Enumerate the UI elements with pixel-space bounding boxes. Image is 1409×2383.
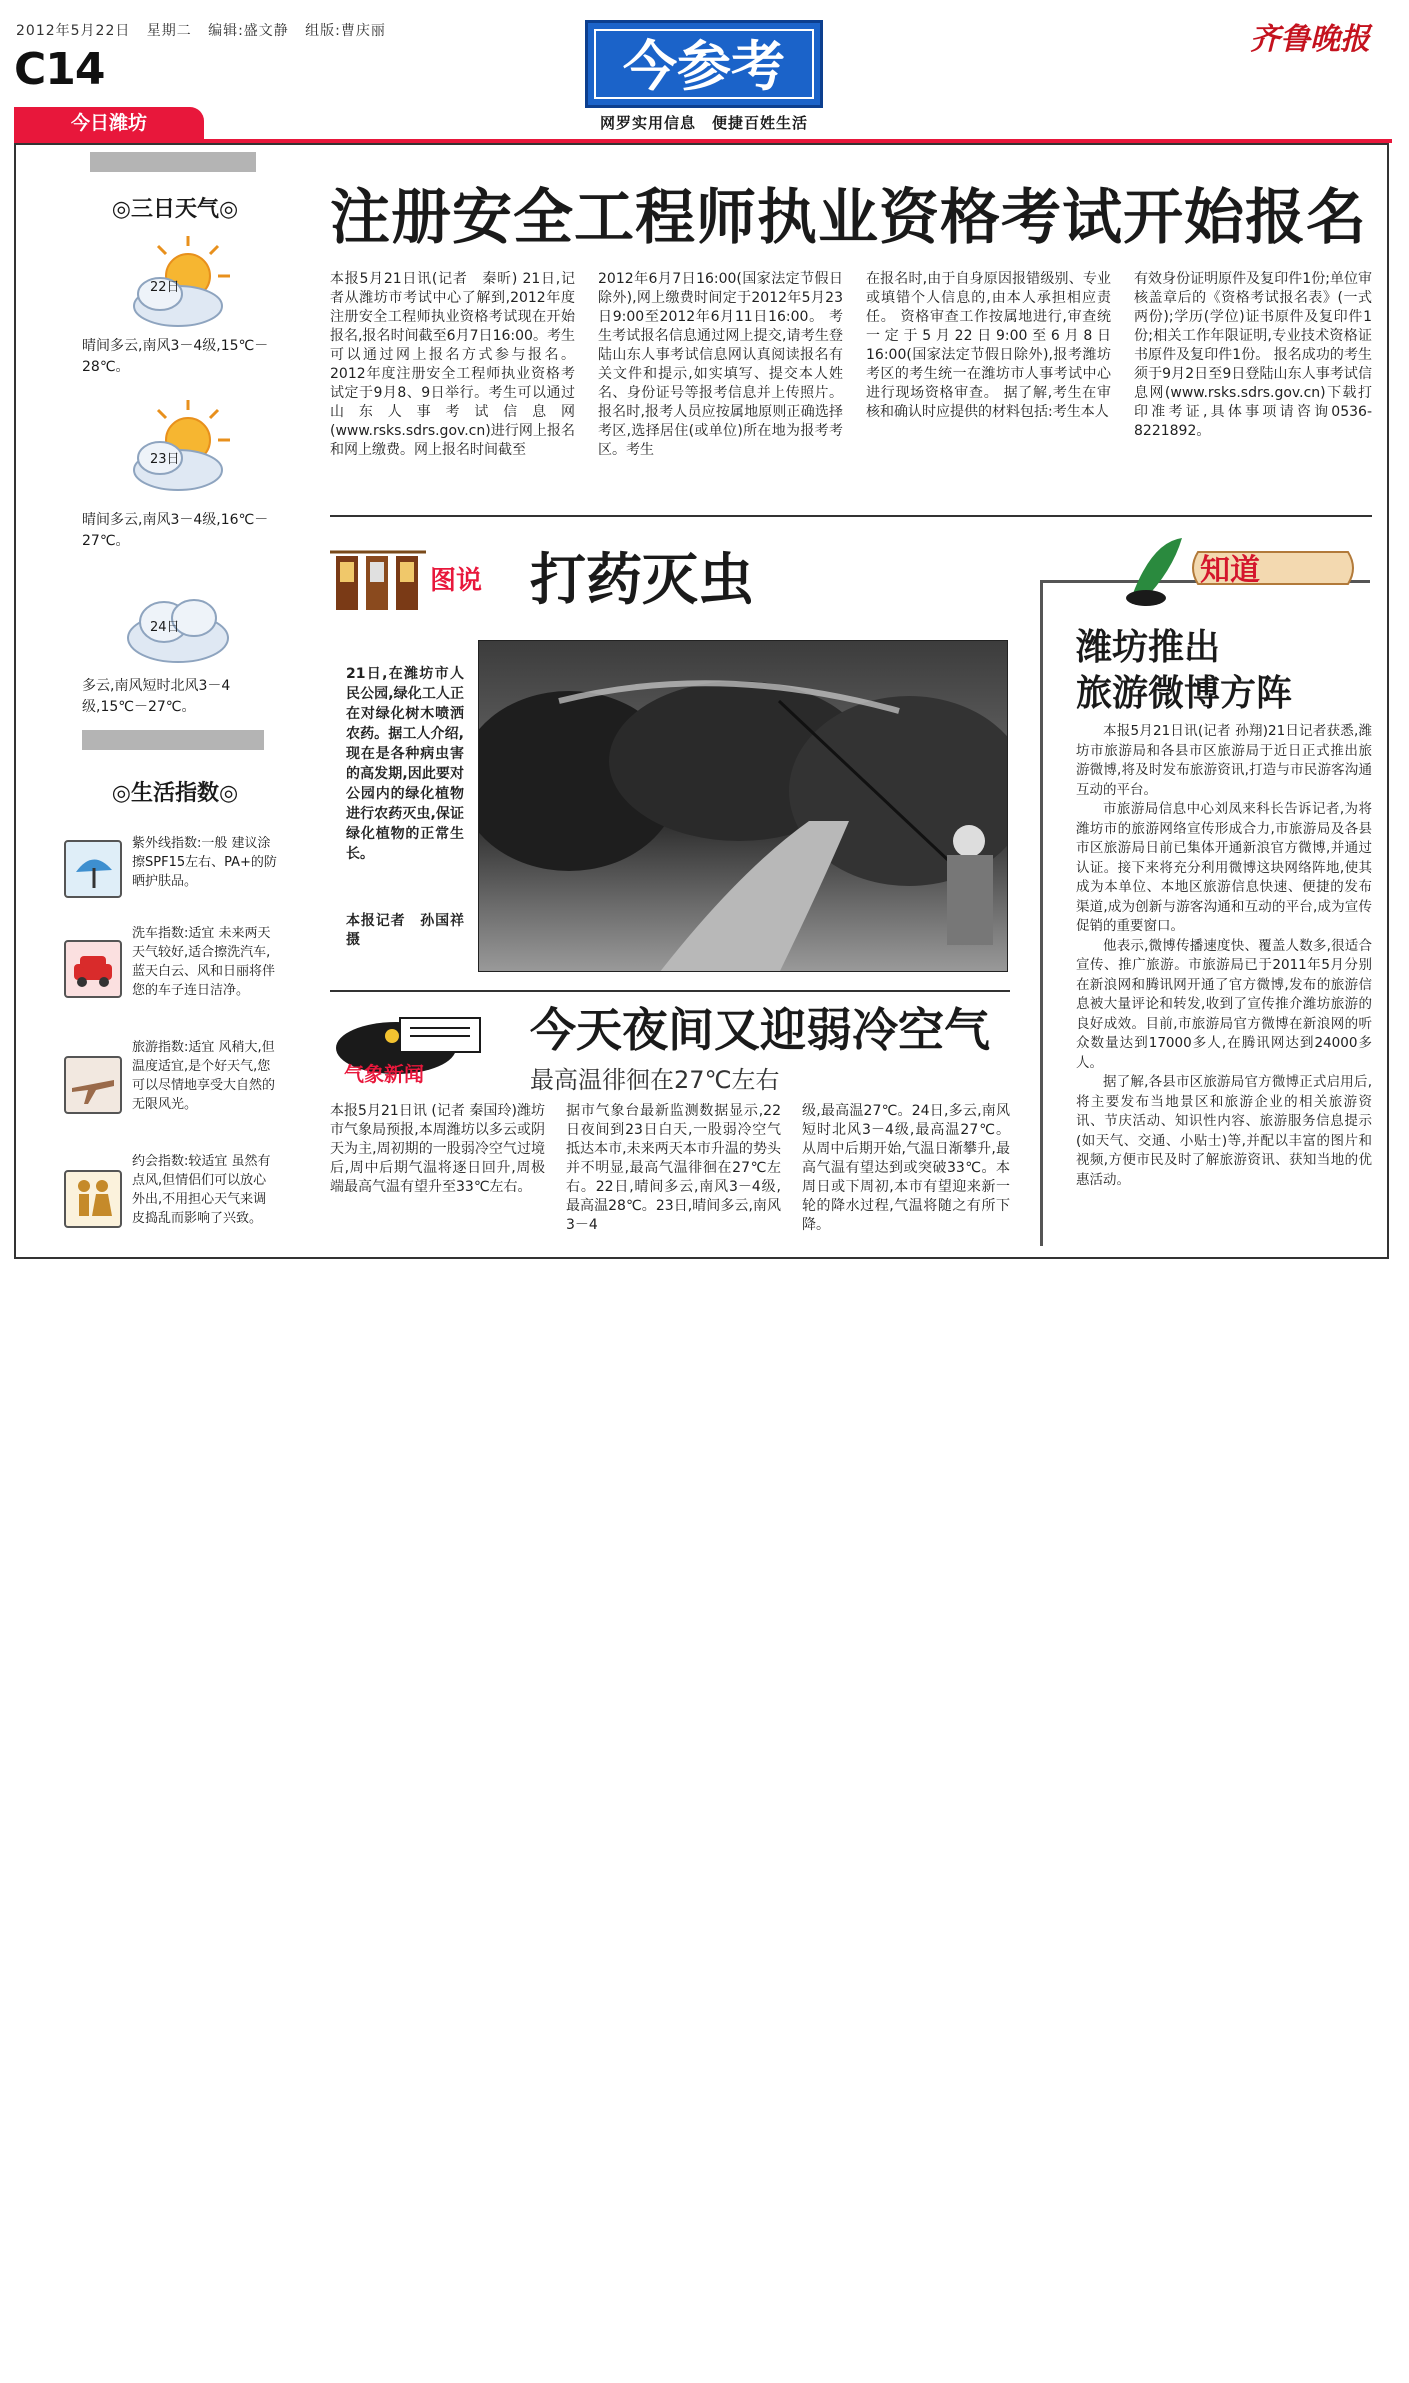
plane-icon bbox=[64, 1056, 122, 1114]
page-meta bbox=[16, 20, 386, 40]
masthead-title: 今参考 bbox=[594, 29, 814, 99]
weekday: 星期二 bbox=[146, 23, 192, 39]
weather-day-date: 22日 bbox=[150, 280, 180, 295]
couple-icon bbox=[64, 1170, 122, 1228]
article3-paragraph: 他表示,微博传播速度快、覆盖人数多,很适合宣传、推广旅游。市旅游局已于2011年5月分别在新浪网和腾讯网开通了官方微博,发布的旅游信息被大量评论和转发,收到了宣传推介潍坊旅游的良好成效。目前,市旅游局官方微博在新浪网的听众数量达到17000多人,在腾讯网达到24000多人。 bbox=[1076, 937, 1372, 1071]
weather-day-text: 多云,南风短时北风3－4级,15℃－27℃。 bbox=[82, 678, 231, 715]
masthead-tagline: 网罗实用信息 便捷百姓生活 bbox=[599, 114, 808, 132]
weather-day-text: 晴间多云,南风3－4级,16℃－27℃。 bbox=[82, 512, 269, 549]
photo-story-label: 图说 bbox=[430, 566, 483, 596]
article1-column: 本报5月21日讯(记者 秦昕) 21日,记者从潍坊市考试中心了解到,2012年度注册安全工程师执业资格考试现在开始报名,报名时间截至6月7日16:00。考生可以通过网上报名方式参与报名。 2012年度注册安全工程师执业资格考试定于9月8、9日举行。考生可以通过山东人事考试信息网(www.rsks.sdrs.gov.cn)进行网上报名和网上缴费。网上报名时间截至 bbox=[330, 271, 575, 458]
article1-headline: 注册安全工程师执业资格考试开始报名 bbox=[330, 183, 1367, 253]
weather-day-date: 23日 bbox=[150, 452, 180, 467]
photo-caption: 21日,在潍坊市人民公园,绿化工人正在对绿化树木喷洒农药。据工人介绍,现在是各种病虫害的高发期,因此要对公园内的绿化植物进行农药灭虫,保证绿化植物的正常生长。 bbox=[346, 666, 464, 862]
life-index-text: 约会指数:较适宜 虽然有点风,但情侣们可以放心外出,不用担心天气来调皮捣乱而影响了兴致。 bbox=[132, 1154, 271, 1226]
umbrella-icon bbox=[64, 840, 122, 898]
sidebar-divider bbox=[90, 152, 256, 172]
weather-news-label: 气象新闻 bbox=[344, 1062, 424, 1086]
article2-column: 本报5月21日讯 (记者 秦国玲)潍坊市气象局预报,本周潍坊以多云或阴天为主,周初期的一股弱冷空气过境后,周中后期气温将逐日回升,周极端最高气温有望升至33℃左右。 bbox=[330, 1103, 545, 1195]
life-index-title: ◎生活指数◎ bbox=[111, 781, 239, 806]
life-index-text: 紫外线指数:一般 建议涂擦SPF15左右、PA+的防晒护肤品。 bbox=[132, 836, 277, 889]
photo-frames-icon bbox=[330, 544, 426, 616]
page-number: C14 bbox=[14, 44, 105, 95]
article2-column: 级,最高温27℃。24日,多云,南风短时北风3－4级,最高温27℃。从周中后期开始,气温日渐攀升,最高气温有望达到或突破33℃。本周日或下周初,本市有望迎来新一轮的降水过程,气温将随之有所下降。 bbox=[802, 1103, 1010, 1233]
weather-day-date: 24日 bbox=[150, 620, 180, 635]
article1-column: 在报名时,由于自身原因报错级别、专业或填错个人信息的,由本人承担相应责任。 资格审查工作按属地进行,审查统一定于5月22日9:00至6月8日16:00(国家法定节假日除外),报考潍坊考区的考生统一在潍坊市人事考试中心进行现场资格审查。 据了解,考生在审核和确认时应提供的材料包括:考生本人 bbox=[866, 271, 1111, 420]
photo-credit: 本报记者 孙国祥 摄 bbox=[346, 913, 478, 948]
article3-paragraph: 本报5月21日讯(记者 孙翔)21日记者获悉,潍坊市旅游局和各县市区旅游局于近日正式推出旅游微博,将及时发布旅游资讯,打造与市民游客沟通互动的平台。 bbox=[1076, 723, 1372, 798]
newspaper-logo: 齐鲁晚报 bbox=[1250, 22, 1370, 57]
weather-day-text: 晴间多云,南风3－4级,15℃－28℃。 bbox=[82, 338, 269, 375]
life-index-text: 洗车指数:适宜 未来两天天气较好,适合擦洗汽车,蓝天白云、风和日丽将伴您的车子连日洁净。 bbox=[132, 926, 276, 998]
article2-subhead: 最高温徘徊在27℃左右 bbox=[530, 1066, 780, 1094]
article1-column: 2012年6月7日16:00(国家法定节假日除外),网上缴费时间定于2012年5月23日9:00至2012年6月11日16:00。 考生考试报名信息通过网上提交,请考生登陆山东人事考试信息网认真阅读报名有关文件和提示,如实填写、提交本人姓名、身份证号等报考信息并上传照片。报名时,报考人员应按属地原则正确选择考区,选择居住(或单位)所在地为报考考区。考生 bbox=[598, 271, 843, 458]
article3-paragraph: 市旅游局信息中心刘凤来科长告诉记者,为将潍坊市的旅游网络宣传形成合力,市旅游局及各县市区旅游局日前已集体开通新浪官方微博,并通过认证。接下来将充分利用微博这块网络阵地,使其成为本单位、本地区旅游信息快速、便捷的发布渠道,成为创新与游客沟通和互动的平台,成为宣传促销的重要窗口。 bbox=[1076, 801, 1372, 934]
sidebar-divider bbox=[82, 730, 264, 750]
date: 2012年5月22日 bbox=[16, 23, 131, 39]
article2-column: 据市气象台最新监测数据显示,22日夜间到23日白天,一股弱冷空气抵达本市,未来两天本市升温的势头并不明显,最高气温徘徊在27℃左右。22日,晴间多云,南风3－4级,最高温28℃。23日,晴间多云,南风3－4 bbox=[566, 1103, 781, 1233]
car-icon bbox=[64, 940, 122, 998]
article3-headline-line2: 旅游微博方阵 bbox=[1076, 672, 1293, 714]
weather-title: ◎三日天气◎ bbox=[111, 197, 239, 222]
photo-story-headline: 打药灭虫 bbox=[530, 547, 754, 613]
masthead bbox=[585, 20, 823, 108]
life-index-text: 旅游指数:适宜 风稍大,但温度适宜,是个好天气,您可以尽情地享受大自然的无限风光。 bbox=[132, 1040, 276, 1112]
editor: 编辑:盛文静 bbox=[208, 23, 289, 39]
article3-paragraph: 据了解,各县市区旅游局官方微博正式启用后,将主要发布当地景区和旅游企业的相关旅游资讯、节庆活动、知识性内容、旅游服务信息提示(如天气、交通、小贴士)等,并配以丰富的图片和视频,方便市民及时了解旅游资讯、获知当地的优惠活动。 bbox=[1076, 1074, 1372, 1188]
zhidao-label: 知道 bbox=[1200, 553, 1260, 588]
article-divider bbox=[330, 515, 1372, 517]
layout-editor: 组版:曹庆丽 bbox=[305, 23, 386, 39]
article1-column: 有效身份证明原件及复印件1份;单位审核盖章后的《资格考试报名表》(一式两份);学历(学位)证书原件及复印件1份;相关工作年限证明,专业技术资格证书原件及复印件1份。 报名成功的考生须于9月2日至9日登陆山东人事考试信息网(www.rsks.sdrs.gov.cn)下载打印准考证,具体事项请咨询0536-8221892。 bbox=[1134, 271, 1372, 439]
article3-body bbox=[1076, 722, 1372, 1190]
section-tab: 今日潍坊 bbox=[14, 107, 204, 139]
park-spraying-photo bbox=[478, 640, 1008, 972]
column-divider bbox=[1040, 580, 1043, 1246]
article3-headline-line1: 潍坊推出 bbox=[1076, 626, 1221, 668]
article2-headline: 今天夜间又迎弱冷空气 bbox=[530, 1003, 990, 1057]
article-divider bbox=[330, 990, 1010, 992]
